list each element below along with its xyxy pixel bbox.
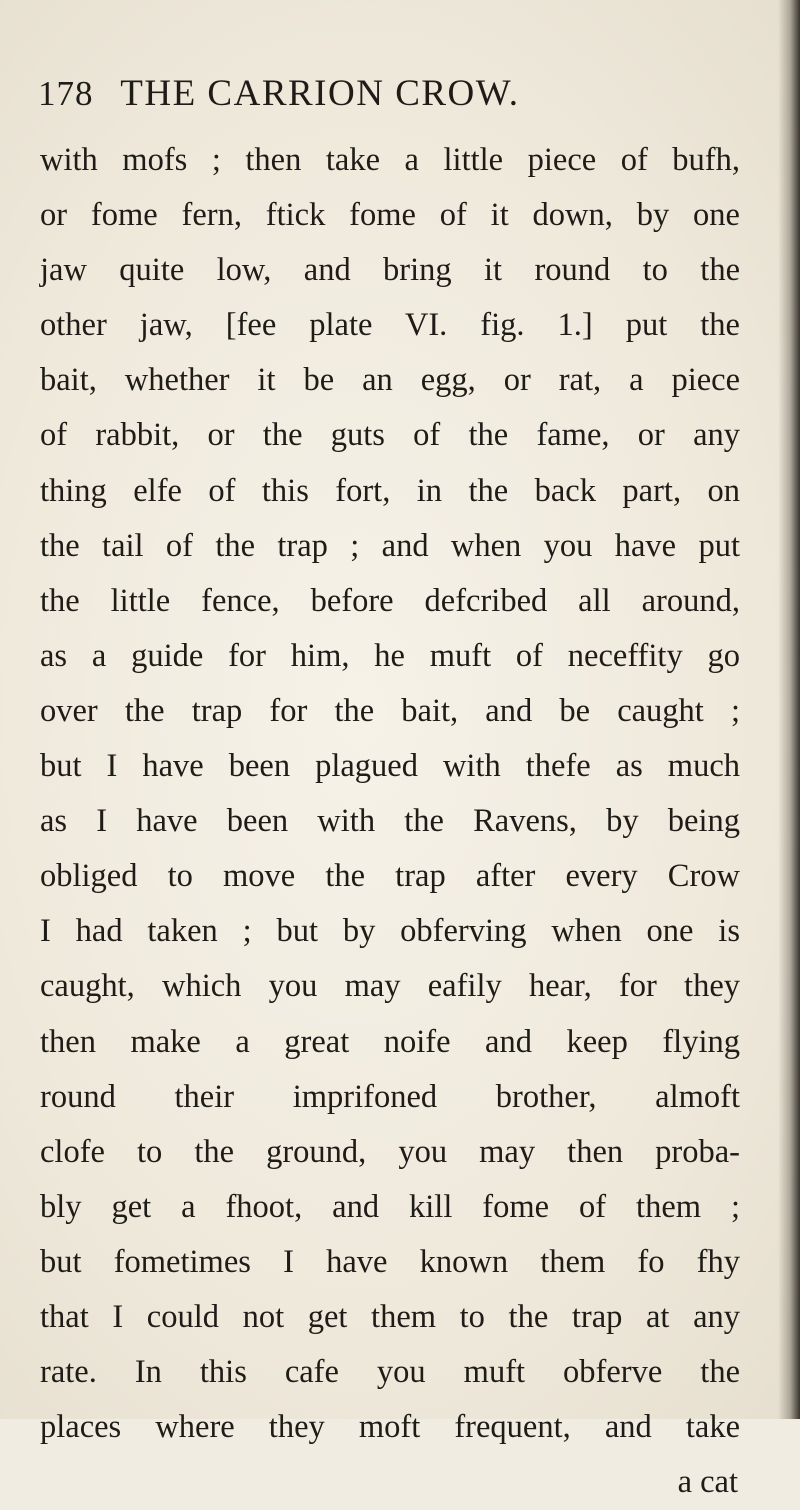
running-title: THE CARRION CROW. [120, 73, 520, 114]
text-line: I had taken ; but by obferving when one is [40, 913, 740, 950]
text-line: places where they moft frequent, and take [40, 1409, 740, 1446]
text-line: then make a great noife and keep flying [40, 1023, 740, 1060]
text-line: or fome fern, ftick fome of it down, by one [40, 197, 740, 234]
text-line: jaw quite low, and bring it round to the [40, 252, 740, 289]
text-line: rate. In this cafe you muft obferve the [40, 1354, 740, 1391]
catchword: a cat [677, 1464, 738, 1501]
text-line: caught, which you may eafily hear, for they [40, 968, 740, 1005]
text-line: that I could not get them to the trap at any [40, 1298, 740, 1335]
page-header [38, 72, 738, 128]
text-line: but I have been plagued with thefe as much [40, 748, 740, 785]
text-line: over the trap for the bait, and be caught ; [40, 692, 740, 729]
text-line: bly get a fhoot, and kill fome of them ; [40, 1188, 740, 1225]
text-line: the tail of the trap ; and when you have put [40, 527, 740, 564]
text-line: clofe to the ground, you may then proba- [40, 1133, 740, 1170]
page-edge-shadow [778, 0, 800, 1419]
text-line: other jaw, [fee plate VI. fig. 1.] put the [40, 307, 740, 344]
text-line: as I have been with the Ravens, by being [40, 803, 740, 840]
text-line: thing elfe of this fort, in the back part, on [40, 472, 740, 509]
text-line: round their imprifoned brother, almoft [40, 1078, 740, 1115]
text-line: as a guide for him, he muft of neceffity go [40, 637, 740, 674]
text-line: but fometimes I have known them fo fhy [40, 1243, 740, 1280]
text-line: bait, whether it be an egg, or rat, a piece [40, 362, 740, 399]
text-line: with mofs ; then take a little piece of bufh, [40, 142, 740, 178]
body-text [40, 133, 740, 1510]
text-line: obliged to move the trap after every Crow [40, 858, 740, 895]
text-line: of rabbit, or the guts of the fame, or any [40, 417, 740, 454]
page-number: 178 [38, 74, 94, 113]
text-line: the little fence, before defcribed all around, [40, 582, 740, 619]
